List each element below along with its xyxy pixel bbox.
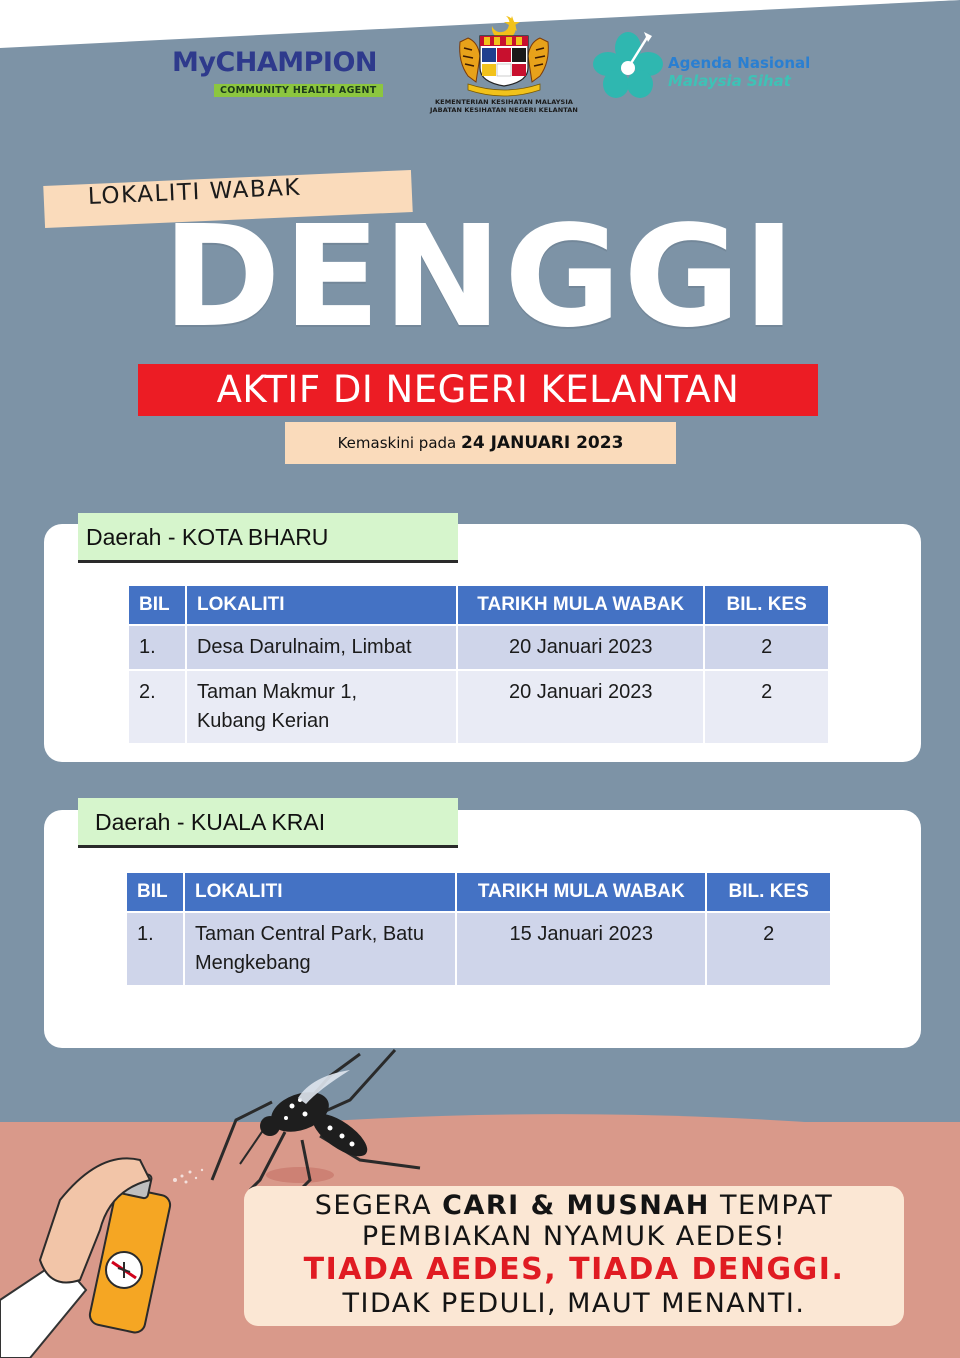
message-line-4: TIDAK PEDULI, MAUT MENANTI. xyxy=(342,1288,806,1319)
table-row xyxy=(128,670,829,744)
mychampion-subtitle: COMMUNITY HEALTH AGENT xyxy=(214,84,383,97)
agenda-nasional-logo xyxy=(588,26,828,106)
header-tarikh: TARIKH MULA WABAK xyxy=(457,585,704,625)
message-line-2: PEMBIAKAN NYAMUK AEDES! xyxy=(361,1221,787,1252)
cell-bil: 2. xyxy=(128,670,186,744)
district-label-kota-bharu: Daerah - KOTA BHARU xyxy=(78,513,458,563)
crest-line-1: KEMENTERIAN KESIHATAN MALAYSIA xyxy=(435,98,573,106)
cell-lokaliti xyxy=(186,670,457,744)
table-row xyxy=(126,912,831,986)
cell-tarikh: 15 Januari 2023 xyxy=(456,912,706,986)
cell-tarikh: 20 Januari 2023 xyxy=(457,670,704,744)
lokaliti-wabak-label: LOKALITI WABAK xyxy=(87,174,302,210)
cell-bil: 1. xyxy=(128,625,186,670)
aktif-banner: AKTIF DI NEGERI KELANTAN xyxy=(138,364,818,416)
header-kes: BIL. KES xyxy=(704,585,829,625)
cell-kes: 2 xyxy=(704,670,829,744)
locality-table-kota-bharu xyxy=(127,584,830,745)
lokaliti-line: Taman Makmur 1, xyxy=(196,681,358,703)
mychampion-title: MyCHAMPION xyxy=(172,47,378,78)
update-badge xyxy=(285,422,676,464)
header-lokaliti: LOKALITI xyxy=(186,585,457,625)
message-line-3: TIADA AEDES, TIADA DENGGI. xyxy=(303,1252,845,1287)
table-header-row xyxy=(128,585,829,625)
lokaliti-line: Mengkebang xyxy=(194,952,311,974)
update-date: 24 JANUARI 2023 xyxy=(461,433,624,453)
lokaliti-line: Taman Central Park, Batu xyxy=(194,923,424,945)
lokaliti-line: Kubang Kerian xyxy=(196,710,330,732)
hibiscus-icon xyxy=(588,26,668,106)
crest-icon xyxy=(454,12,554,98)
agenda-line-2: Malaysia Sihat xyxy=(668,72,791,90)
crest-line-2: JABATAN KESIHATAN NEGERI KELANTAN xyxy=(430,106,578,114)
message-line-1 xyxy=(244,1190,904,1221)
mychampion-logo xyxy=(172,48,387,97)
cell-kes: 2 xyxy=(706,912,831,986)
message-line-1-b: CARI & MUSNAH xyxy=(442,1190,710,1221)
message-line-1-c: TEMPAT xyxy=(709,1190,834,1221)
header-kes: BIL. KES xyxy=(706,872,831,912)
agenda-line-1: Agenda Nasional xyxy=(668,54,811,72)
ministry-crest xyxy=(420,12,588,114)
cell-tarikh: 20 Januari 2023 xyxy=(457,625,704,670)
table-header-row xyxy=(126,872,831,912)
spray-can-icon xyxy=(0,1158,172,1358)
header-tarikh: TARIKH MULA WABAK xyxy=(456,872,706,912)
locality-table-kuala-krai xyxy=(125,871,832,987)
header-lokaliti: LOKALITI xyxy=(184,872,456,912)
table-row xyxy=(128,625,829,670)
cell-lokaliti xyxy=(184,912,456,986)
lokaliti-line: Desa Darulnaim, Limbat xyxy=(196,636,412,658)
cell-bil: 1. xyxy=(126,912,184,986)
cell-lokaliti xyxy=(186,625,457,670)
denggi-title: DENGGI xyxy=(162,196,798,359)
bite-mark-icon xyxy=(266,1167,334,1183)
district-label-kuala-krai: Daerah - KUALA KRAI xyxy=(78,798,458,848)
message-line-1-a: SEGERA xyxy=(314,1190,443,1221)
header-bil: BIL xyxy=(126,872,184,912)
spray-mist xyxy=(173,1169,203,1184)
update-prefix: Kemaskini pada xyxy=(337,434,457,452)
message-box xyxy=(244,1186,904,1326)
cell-kes: 2 xyxy=(704,625,829,670)
header-bil: BIL xyxy=(128,585,186,625)
